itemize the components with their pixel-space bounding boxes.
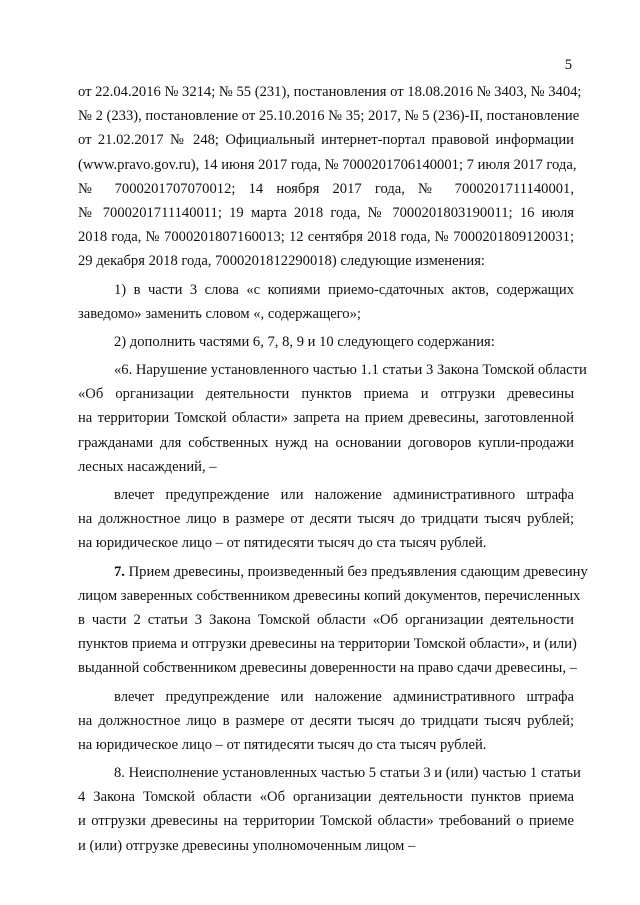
page-number: 5 (564, 57, 572, 73)
text-line: 29 декабря 2018 года, 7000201812290018) следующие изменения: (78, 253, 485, 270)
text-line: влечет предупреждение или наложение административного штрафа (114, 487, 574, 503)
document-body (78, 80, 588, 858)
text-line: заведомо» заменить словом «, содержащего»; (78, 305, 361, 322)
text-line: гражданами для собственных нужд на основании договоров купли-продажи (78, 434, 574, 451)
text-line: и отгрузки древесины на территории Томской области» требований о приеме (78, 813, 574, 830)
text-line: на территории Томской области» запрета на прием древесины, заготовленной (78, 410, 574, 427)
text-line: № 2 (233), постановление от 25.10.2016 № 35; 2017, № 5 (236)-II, постановление (78, 108, 580, 125)
text-line: лесных насаждений, – (78, 458, 217, 475)
text-line: на должностное лицо в размере от десяти тысяч до тридцати тысяч рублей; (78, 712, 574, 729)
text-line: и (или) отгрузке древесины уполномоченным лицом – (78, 837, 416, 854)
text-line: в части 2 статьи 3 Закона Томской области «Об организации деятельности (78, 611, 574, 628)
text-line: 1) в части 3 слова «с копиями приемо-сдаточных актов, содержащих (114, 281, 574, 298)
text-line: «Об организации деятельности пунктов приема и отгрузки древесины (78, 386, 574, 403)
text-line: от 21.02.2017 № 248; Официальный интернет-портал правовой информации (78, 132, 574, 149)
text-line: на юридическое лицо – от пятидесяти тысяч до ста тысяч рублей. (78, 736, 487, 753)
text-line: на юридическое лицо – от пятидесяти тысяч до ста тысяч рублей. (78, 535, 487, 552)
text-line: пунктов приема и отгрузки древесины на территории Томской области», и (или) (78, 636, 577, 653)
text-line: 8. Неисполнение установленных частью 5 статьи 3 и (или) частью 1 статьи (114, 765, 581, 782)
text-line: выданной собственником древесины доверенности на право сдачи древесины, – (78, 660, 577, 677)
text-line: № 7000201711140011; 19 марта 2018 года, № 7000201803190011; 16 июля (78, 204, 574, 221)
text-line: (www.pravo.gov.ru), 14 июня 2017 года, № 7000201706140001; 7 июля 2017 года, (78, 156, 577, 173)
text-line: на должностное лицо в размере от десяти тысяч до тридцати тысяч рублей; (78, 511, 574, 528)
text-fragment: Прием древесины, произведенный без предъявления сдающим древесину (128, 563, 588, 580)
text-line: 2) дополнить частями 6, 7, 8, 9 и 10 следующего содержания: (114, 333, 495, 350)
text-line: лицом заверенных собственником древесины копий документов, перечисленных (78, 587, 581, 604)
text-line: «6. Нарушение установленного частью 1.1 статьи 3 Закона Томской области (114, 362, 587, 379)
text-line: № 7000201707070012; 14 ноября 2017 года, № 7000201711140001, (78, 180, 574, 197)
paragraph-number: 7. (114, 563, 125, 580)
text-line: влечет предупреждение или наложение административного штрафа (114, 688, 574, 705)
paragraph-7-first-line (78, 560, 588, 584)
text-line: 4 Закона Томской области «Об организации деятельности пунктов приема (78, 789, 574, 806)
text-line: 2018 года, № 7000201807160013; 12 сентября 2018 года, № 7000201809120031; (78, 229, 574, 246)
text-line: от 22.04.2016 № 3214; № 55 (231), постановления от 18.08.2016 № 3403, № 3404; (78, 84, 582, 100)
